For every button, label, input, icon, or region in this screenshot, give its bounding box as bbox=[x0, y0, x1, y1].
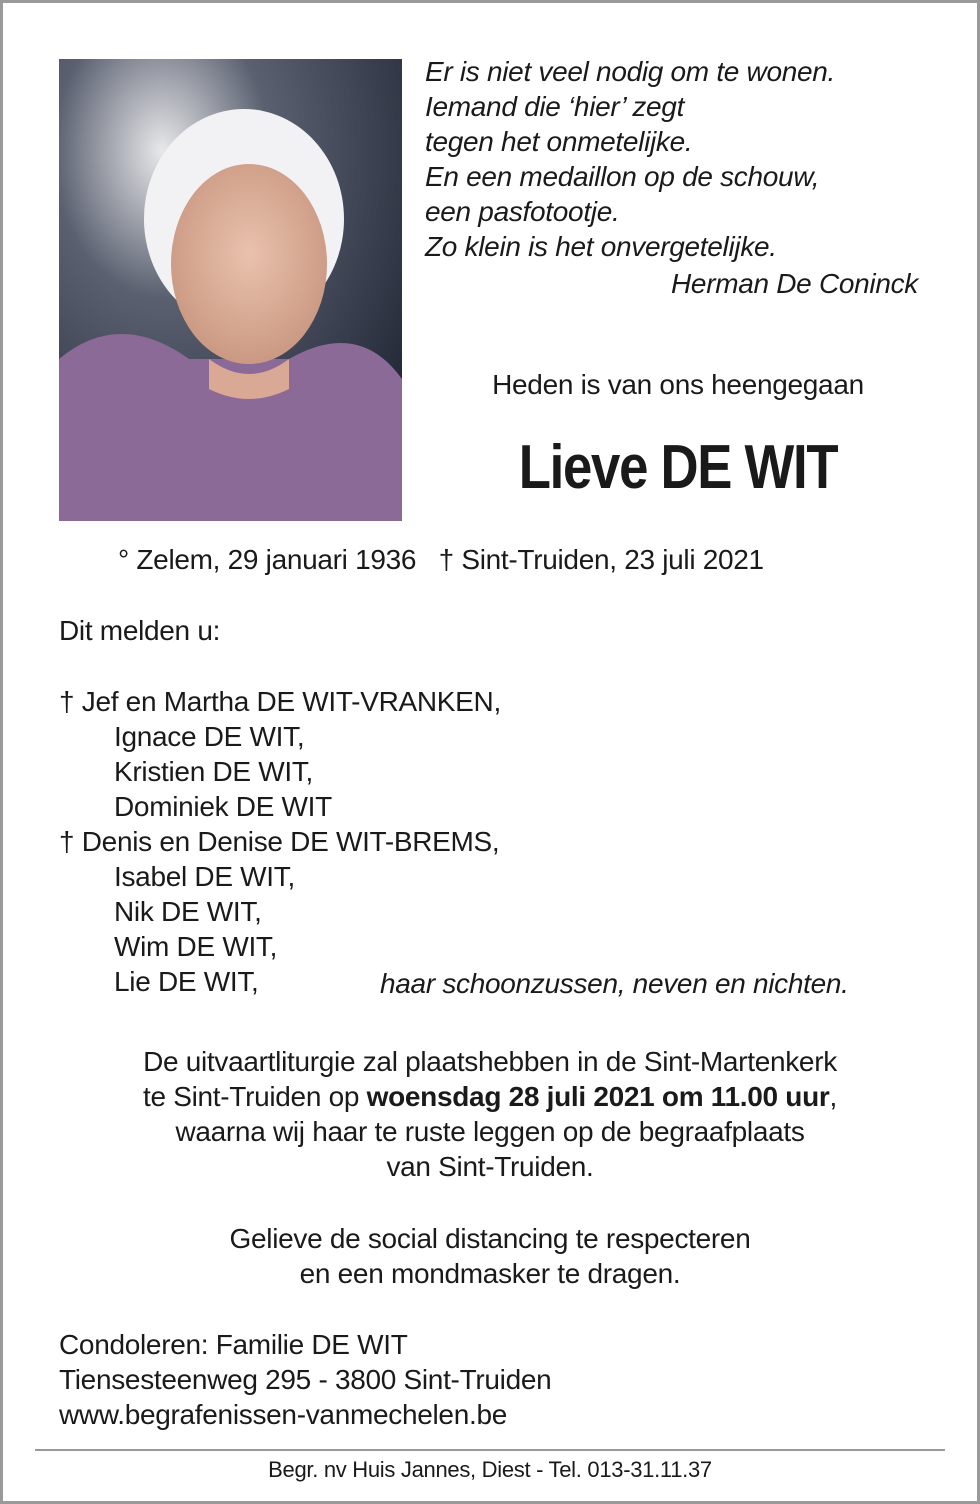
family-member: † Denis en Denise DE WIT-BREMS, bbox=[59, 826, 500, 857]
family-list bbox=[59, 684, 501, 999]
funeral-text: te Sint-Truiden op bbox=[143, 1081, 367, 1112]
condolence-contact: Condoleren: Familie DE WIT bbox=[59, 1329, 408, 1360]
poem-line: tegen het onmetelijke. bbox=[425, 126, 693, 157]
condolences bbox=[59, 1327, 551, 1432]
funeral-line: De uitvaartliturgie zal plaatshebben in de Sint-Martenkerk bbox=[143, 1046, 837, 1077]
covid-line: en een mondmasker te dragen. bbox=[299, 1258, 681, 1289]
poem-line: Zo klein is het onvergetelijke. bbox=[425, 231, 777, 262]
family-member: Ignace DE WIT, bbox=[114, 721, 305, 752]
poem-line: Er is niet veel nodig om te wonen. bbox=[425, 56, 836, 87]
family-member: † Jef en Martha DE WIT-VRANKEN, bbox=[59, 686, 501, 717]
deceased-name: Lieve DE WIT bbox=[518, 433, 838, 502]
funeral-line bbox=[0, 1079, 980, 1114]
announce-text: Dit melden u: bbox=[59, 615, 221, 646]
family-member: Lie DE WIT, bbox=[114, 966, 259, 997]
covid-line: Gelieve de social distancing te respecteren bbox=[229, 1223, 751, 1254]
family-member: Dominiek DE WIT bbox=[114, 791, 332, 822]
poem bbox=[425, 54, 835, 264]
poem-author: Herman De Coninck bbox=[671, 268, 918, 299]
funeral-line: van Sint-Truiden. bbox=[386, 1151, 594, 1182]
condolence-website-link[interactable]: www.begrafenissen-vanmechelen.be bbox=[59, 1399, 507, 1430]
poem-line: En een medaillon op de schouw, bbox=[425, 161, 820, 192]
family-member: Wim DE WIT, bbox=[114, 931, 278, 962]
funeral-info bbox=[0, 1044, 980, 1184]
footer-undertaker: Begr. nv Huis Jannes, Diest - Tel. 013-31.11.37 bbox=[268, 1457, 712, 1482]
intro-text: Heden is van ons heengegaan bbox=[492, 369, 864, 400]
footer-divider bbox=[35, 1449, 945, 1451]
poem-line: Iemand die ‘hier’ zegt bbox=[425, 91, 685, 122]
funeral-text: , bbox=[829, 1081, 837, 1112]
funeral-line: waarna wij haar te ruste leggen op de begraafplaats bbox=[175, 1116, 805, 1147]
poem-line: een pasfotootje. bbox=[425, 196, 620, 227]
portrait-photo bbox=[59, 59, 402, 521]
family-member: Nik DE WIT, bbox=[114, 896, 262, 927]
family-relation: haar schoonzussen, neven en nichten. bbox=[380, 968, 849, 999]
condolence-address: Tiensesteenweg 295 - 3800 Sint-Truiden bbox=[59, 1364, 552, 1395]
family-member: Kristien DE WIT, bbox=[114, 756, 314, 787]
funeral-datetime: woensdag 28 juli 2021 om 11.00 uur bbox=[366, 1081, 830, 1112]
birth-death-dates: ° Zelem, 29 januari 1936 † Sint-Truiden, 23 juli 2021 bbox=[118, 544, 764, 575]
family-member: Isabel DE WIT, bbox=[114, 861, 295, 892]
covid-notice bbox=[0, 1221, 980, 1291]
